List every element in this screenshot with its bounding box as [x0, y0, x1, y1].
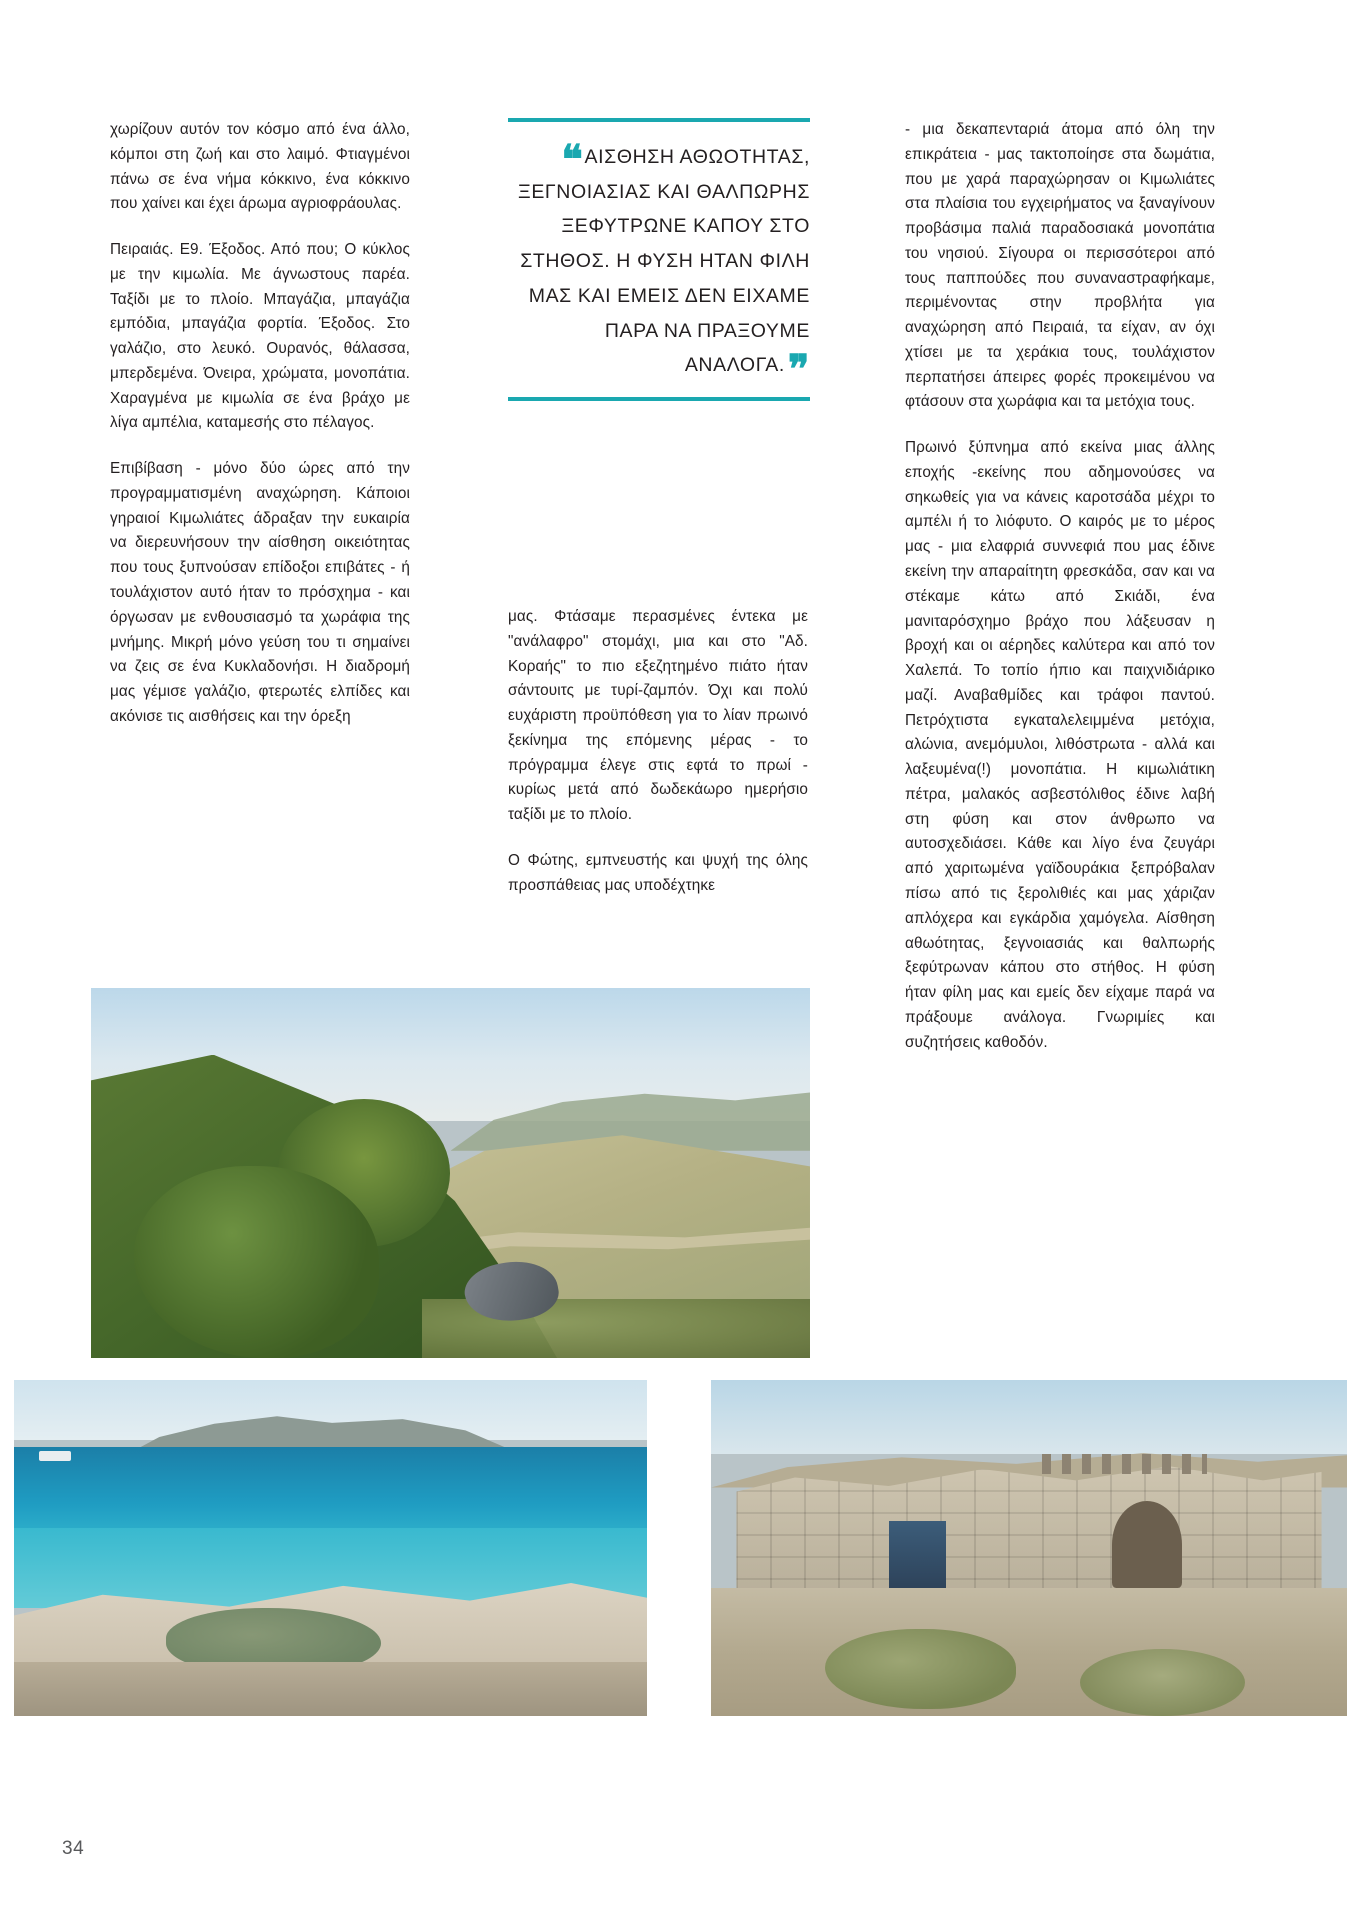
paragraph: Πειραιάς. Ε9. Έξοδος. Από που; Ο κύκλος με την κιμωλία. Με άγνωστους παρέα. Ταξίδι με το πλοίο. Μπαγάζια, μπαγάζια εμπόδια, μπαγάζια φορτία. Έξοδος. Στο γαλάζιο, στο λευκό. Ουρανός, θάλασσα, μπερδεμένα. Όνειρα, χρώματα, μονοπάτια. Χαραγμένα με κιμωλία σε ένα βράχο με λίγα αμπέλια, καταμεσής στο πέλαγος. [110, 241, 410, 432]
shrub [825, 1629, 1016, 1710]
photo-sea-shore [14, 1380, 647, 1716]
paragraph: Ο Φώτης, εμπνευστής και ψυχή της όλης προσπάθειας μας υποδέχτηκε [508, 851, 808, 894]
pull-quote [508, 118, 810, 401]
paragraph: μας. Φτάσαμε περασμένες έντεκα με "ανάλαφρο" στομάχι, μια και στο "Αδ. Κοραής" το πιο εξεζητημένο πιάτο ήταν σάντουιτς με τυρί-ζαμπόν. Όχι και πολύ ευχάριστη προϋπόθεση για το λίαν πρωινό ξεκίνημα της επόμενης μέρας - το πρόγραμμα έλεγε στις εφτά το πρωί - κυρίως μετά από δωδεκάωρο ημερήσιο ταξίδι με το πλοίο. [508, 608, 808, 824]
quote-close-icon: ❞ [787, 347, 810, 393]
text-column-right [905, 118, 1215, 1076]
stone-wall [736, 1461, 1321, 1602]
paragraph: Πρωινό ξύπνημα από εκείνα μιας άλλης εποχής -εκείνης που αδημονούσες να σηκωθείς για να κάνεις καροτσάδα μέχρι το αμπέλι ή το λιόφυτο. Ο καιρός με το μέρος μας - μια ελαφριά συννεφιά που μας έδινε εκείνη την απαραίτητη φρεσκάδα, σαν και να στέκαμε κάτω από Σκιάδι, ένα μανιταρόσχημο βράχο που λάξευσαν η βροχή και οι αέρηδες καλύτερα και από τον Χαλεπά. Το τοπίο ήπιο και παιχνιδιάρικο μαζί. Αναβαθμίδες και τράφοι παντού. Πετρόχτιστα εγκαταλελειμμένα μετόχια, αλώνια, ανεμόμυλοι, λιθόστρωτα - αλλά και λαξευμένα(!) μονοπάτια. Η κιμωλιάτικη πέτρα, μαλακός ασβεστόλιθος έδινε λαβή στη φύση και στον άνθρωπο να αυτοσχεδιάσει. Κάθε και λίγο ένα ζευγάρι από χαριτωμένα γαϊδουράκια ξεπρόβαλαν πίσω από τις ξερολιθιές και μας χάριζαν απλόχερα και εγκάρδια χαμόγελα. Αίσθηση αθωότητας, ξεγνοιασιάς και θαλπωρής ξεφύτρωναν κάπου στο στήθος. Η φύση ήταν φίλη μας και εμείς δεν είχαμε παρά να πράξουμε ανάλογα. Γνωριμίες και συζητήσεις καθοδόν. [905, 439, 1215, 1051]
pull-quote-body [508, 122, 810, 393]
stone-arch [1112, 1501, 1182, 1588]
text-column-left [110, 118, 410, 751]
pull-quote-rule-bottom [508, 397, 810, 401]
paragraph: - μια δεκαπενταριά άτομα από όλη την επικράτεια - μας τακτοποίησε στα δωμάτια, που με χαρά παραχώρησαν οι Κιμωλιάτες στα πλαίσια του εγχειρήματος να ξαναγίνουν προβάσιμα παλιά παραδοσιακά μονοπάτια του νησιού. Σίγουρα οι περισσότεροι από τους παππούδες που συναναστραφήκαμε, περιμένοντας στην προβλήτα για αναχώρηση από Πειραιά, τα είχαν, αν όχι χτίσει με τα χεράκια τους, τουλάχιστον περπατήσει άπειρες φορές προκειμένου να φτάσουν στα χωράφια και τα μετόχια τους. [905, 121, 1215, 411]
boat [39, 1451, 71, 1461]
pull-quote-text: ΑΙΣΘΗΣΗ ΑΘΩΟΤΗΤΑΣ, ΞΕΓΝΟΙΑΣΙΑΣ ΚΑΙ ΘΑΛΠΩΡΗΣ ΞΕΦΥΤΡΩΝΕ ΚΑΠΟΥ ΣΤΟ ΣΤΗΘΟΣ. Η ΦΥΣΗ ΗΤΑΝ ΦΙΛΗ ΜΑΣ ΚΑΙ ΕΜΕΙΣ ΔΕΝ ΕΙΧΑΜΕ ΠΑΡΑ ΝΑ ΠΡΑΞΟΥΜΕ ΑΝΑΛΟΓΑ. [518, 146, 810, 377]
dry-ground [711, 1588, 1347, 1716]
page-number: 34 [62, 1838, 85, 1859]
paragraph: Επιβίβαση - μόνο δύο ώρες από την προγραμματισμένη αναχώρηση. Κάποιοι γηραιοί Κιμωλιάτες άδραξαν την ευκαιρία να διερευνήσουν την αίσθηση οικειότητας που τους ξυπνούσαν επίδοξοι επιβάτες - ή τουλάχιστον αυτό ήταν το πρόσχημα - και όργωσαν με ενθουσιασμό τα χωράφια της μνήμης. Μικρή μόνο γεύση του τι σημαίνει να ζεις σε ένα Κυκλαδονήσι. Η διαδρομή μας γέμισε γαλάζιο, φτερωτές ελπίδες και ακόνισε τις αισθήσεις και την όρεξη [110, 460, 410, 725]
quote-open-icon: ❝ [561, 137, 584, 182]
foreground-rocks [14, 1662, 647, 1716]
blue-door [889, 1521, 946, 1595]
shrub [1080, 1649, 1245, 1716]
sky [711, 1380, 1347, 1454]
photo-hillside [91, 988, 810, 1358]
photo-stone-ruin [711, 1380, 1347, 1716]
text-column-middle [508, 605, 808, 919]
wall-top-stones [1042, 1454, 1207, 1474]
paragraph: χωρίζουν αυτόν τον κόσμο από ένα άλλο, κόμποι στη ζωή και στο λαιμό. Φτιαγμένοι πάνω σε ένα νήμα κόκκινο, ένα κόκκινο που χαίνει και έχει άρωμα αγριοφράουλας. [110, 121, 410, 213]
